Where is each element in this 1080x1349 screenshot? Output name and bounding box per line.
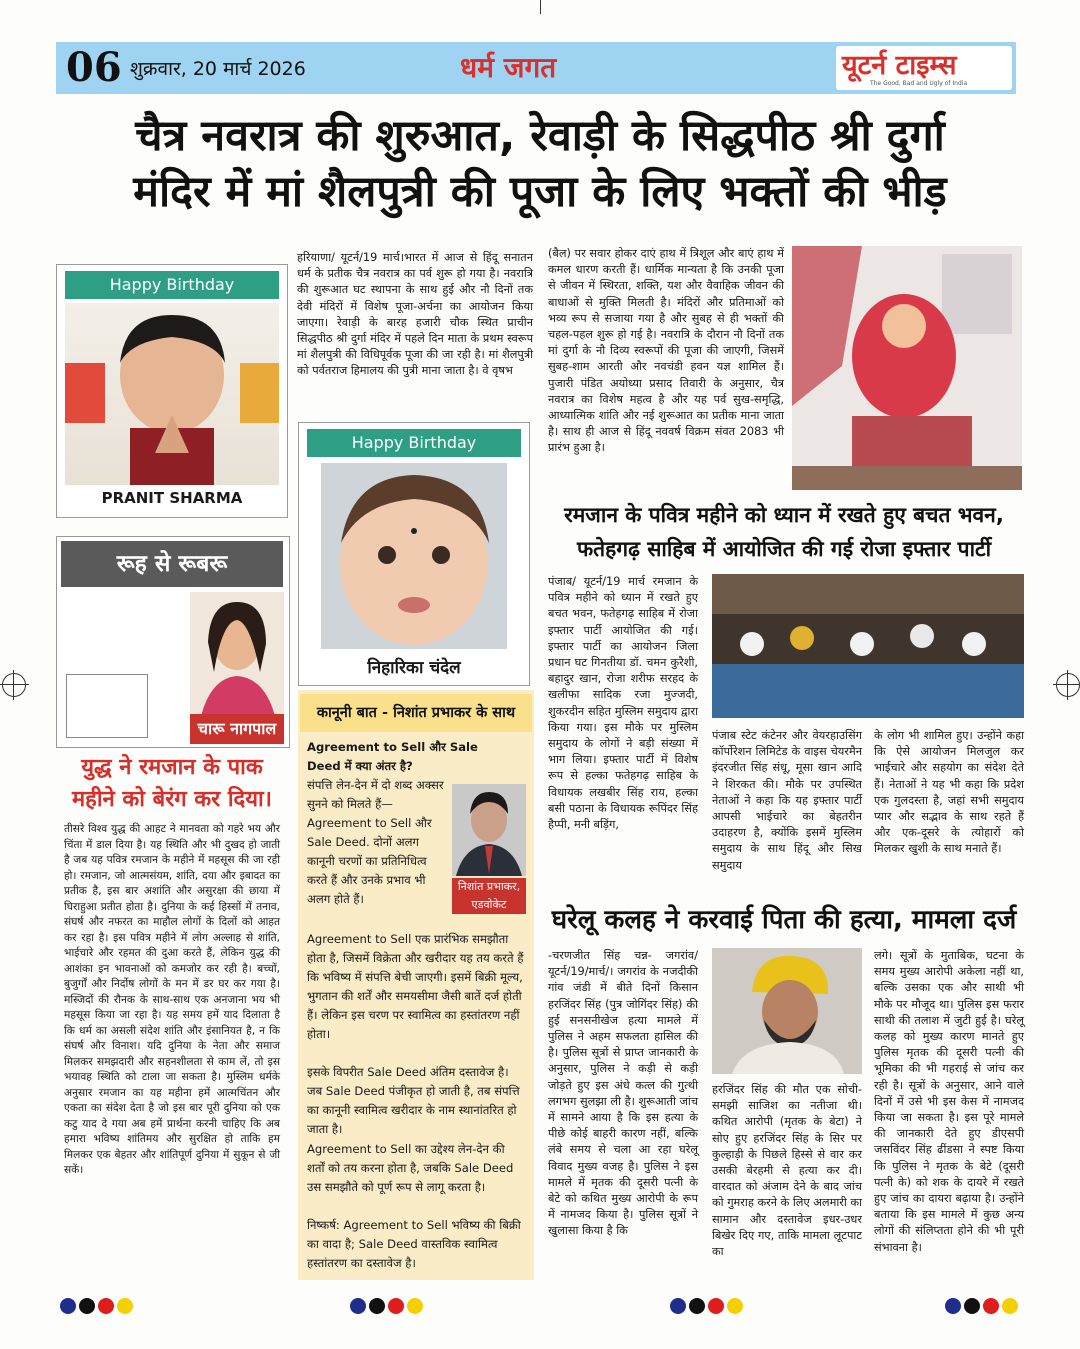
ruh-section-header: रूह से रूबरू <box>61 541 283 587</box>
crime-article-col3: लगे। सूत्रों के मुताबिक, घटना के समय मुख्य आरोपी अकेला नहीं था, बल्कि उसका एक और साथी भी मौके पर मौजूद था। पुलिस इस फरार साथी की तलाश में जुटी हुई है। घरेलू कलह को मुख्य कारण मानते हुए पुलिस मृतक की दूसरी पत्नी की भूमिका की भी गहराई से जांच कर रही है। सूत्रों के अनुसार, आने वाले दिनों में उसे भी इस केस में नामजद किया जा सकता है। इस पूरे मामले की जानकारी देते हुए डीएसपी जसविंदर सिंह ढींडसा ने स्पष्ट किया कि पुलिस ने मृतक के बेटे (दूसरी पत्नी के) को शक के दायरे में रखते हुए जांच का दायरा बढ़ाया है। उन्होंने बताया कि इस मामले में कुछ अन्य लोगों की संलिप्तता होने की भी पूरी संभावना है। <box>874 949 1024 1254</box>
iftar-photo <box>712 574 1024 718</box>
logo-tagline: The Good, Bad and Ugly of India <box>870 80 968 87</box>
registration-mark-icon <box>2 673 26 697</box>
birthday-box <box>298 422 530 686</box>
legal-question: Agreement to Sell और Sale Deed में क्या अंतर है? <box>307 740 478 773</box>
crime-article-col2: हरजिंदर सिंह की मौत एक सोची-समझी साजिश का नतीजा थी। कथित आरोपी (मृतक के बेटा) ने सोए हुए हरजिंदर सिंह के सिर पर कुल्हाड़ी के पिछले हिस्से से वार कर उसकी बेरहमी से हत्या कर दी। वारदात को अंजाम देने के बाद जांच को गुमराह करने के लिए अलमारी का सामान और दस्तावेज इधर-उधर बिखेर दिए गए, ताकि मामला लूटपाट का <box>712 1083 863 1259</box>
color-dots-icon <box>670 1298 746 1318</box>
birthday-name: PRANIT SHARMA <box>101 489 243 507</box>
victim-photo <box>712 948 862 1074</box>
birthday-title: Happy Birthday <box>65 271 279 299</box>
ruh-article-body: तीसरे विश्व युद्ध की आहट ने मानवता को गहरे भय और चिंता में डाल दिया है। यह स्थिति और भी दुखद हो जाती है जब यह पवित्र रमजान के महीने में महसूस की जा रही हो। रमजान, जो आत्मसंयम, शांति, दया और इबादत का प्रतीक है, इस बार अशांति और असुरक्षा की छाया में घिराहुआ प्रतीत होता है। दुनिया के कई हिस्सों में तनाव, संघर्ष और नफरत का माहौल लोगों के दिलों को आहत कर रहा है। इस पवित्र महीने में लोग अल्लाह से शांति, भाईचारे और रहमत की दुआ करते हैं, लेकिन युद्ध की आशंका इन भावनाओं को कमजोर कर रही है। बच्चों, बुजुर्गों और निर्दोष लोगों के मन में डर घर कर गया है। मस्जिदों की रौनक के साथ-साथ एक अनजाना भय भी महसूस किया जा रहा है। यह समय हमें याद दिलाता है कि धर्म का असली संदेश शांति और इंसानियत है, न कि संघर्ष और विनाश। यदि दुनिया के नेता और समाज मिलकर समझदारी और सहनशीलता से काम लें, तो इस भयावह स्थिति को टाला जा सकता है। मुस्लिम धर्मके अनुसार रमजान का यह महीना हमें आत्मचिंतन और एकता का संदेश देता है जो इस बार पूरी दुनिया को एक कटु याद दे गया अब हमें प्रार्थना करनी चाहिए कि अब हमारा भविष्य शांतिमय और सुरक्षित हो ताकि हम मिलकर एक बेहतर और शांतिपूर्ण दुनिया में सुकून से जी सकें। <box>64 823 280 1176</box>
birthday-box <box>56 264 288 518</box>
page-number: 06 <box>66 44 122 91</box>
lead-article-col1: हरियाणा/ यूटर्न/19 मार्च।भारत में आज से हिंदू सनातन धर्म के प्रतीक चैत्र नवरात्र का पर्व शुरू हो गया है। नवरात्रि की शुरूआत घट स्थापना के साथ हुई और नौ दिनों तक देवी मंदिरों में विशेष पूजा-अर्चना का आयोजन किया जाएगा। रेवाड़ी के बारह हजारी चौक स्थित प्राचीन सिद्धपीठ श्री दुर्गा मंदिर में पहले दिन माता के प्रथम स्वरूप मां शैलपुत्री की विधिपूर्वक पूजा की जा रही है। मां शैलपुत्री को पर्वतराज हिमालय की पुत्री माना जाता है। वे वृषभ <box>297 251 533 378</box>
blank-frame <box>66 674 148 738</box>
crime-article-col1: -चरणजीत सिंह चन्न- जगरांव/यूटर्न/19/मार्च/। जगरांव के नजदीकी गांव जंडी में बीते दिनों किसान हरजिंदर सिंह (पुत्र जोगिंदर सिंह) की हुई सनसनीखेज हत्या मामले में पुलिस ने अहम सफलता हासिल की है। पुलिस सूत्रों से प्राप्त जानकारी के अनुसार, पुलिस ने कड़ी से कड़ी जोड़ते हुए इस अंधे कत्ल की गुत्थी लगभग सुलझा ली है। शुरूआती जांच में सामने आया है कि इस हत्या के पीछे कोई बाहरी कारण नहीं, बल्कि लंबे समय से चला आ रहा घरेलू विवाद मुख्य वजह है। पुलिस ने इस मामले में मृतक की दूसरी पत्नी के बेटे को कथित मुख्य आरोपी के रूप में नामजद किया है। पुलिस सूत्रों ने खुलासा किया है कि <box>548 949 698 1238</box>
birthday-title: Happy Birthday <box>307 429 521 457</box>
legal-para: Agreement to Sell एक प्रारंभिक समझौता होता है, जिसमें विक्रेता और खरीदार यह तय करते हैं कि भविष्य में संपत्ति बेची जाएगी। इसमें बिक्री मूल्य, भुगतान की शर्तें और समयसीमा जैसी बातें दर्ज होती हैं। लेकिन इस चरण पर स्वामित्व का हस्तांतरण नहीं होता। <box>307 932 524 1041</box>
ruh-article-title-line1: युद्ध ने रमजान के पाक <box>81 755 263 780</box>
iftar-headline-line1: रमजान के पवित्र महीने को ध्यान में रखते हुए बचत भवन, <box>564 503 1004 527</box>
child-photo <box>65 303 279 485</box>
lead-article-col2: (बैल) पर सवार होकर दाएं हाथ में त्रिशूल और बाएं हाथ में कमल धारण करती हैं। धार्मिक मान्यता है कि उनकी पूजा से जीवन में स्थिरता, शक्ति, यश और वैवाहिक जीवन की बाधाओं से मुक्ति मिलती है। मंदिरों और प्रतिमाओं को भव्य रूप से सजाया गया है और सुबह से ही भक्तों की चहल-पहल शुरू हो गई है। नवरात्रि के दौरान नौ दिनों तक मां दुर्गा के नौ दिव्य स्वरूपों की पूजा की जाएगी, जिसमें सुबह-शाम आरती और नवचंडी हवन यज्ञ शामिल हैं। पुजारी पंडित अयोध्या प्रसाद तिवारी के अनुसार, चैत्र नवरात्र का विशेष महत्व है और यह पर्व सुख-समृद्धि, आध्यात्मिक शांति और नई शुरूआत का प्रतीक माना जाता है। साथ ही आज से हिंदू नववर्ष विक्रम संवत 2083 भी प्रारंभ हुआ है। <box>548 247 784 455</box>
color-dots-icon <box>60 1298 136 1318</box>
issue-date: शुक्रवार, 20 मार्च 2026 <box>130 58 306 80</box>
advocate-name: निशांत प्रभाकर, <box>452 878 526 896</box>
columnist-name: चारू नागपाल <box>190 714 284 744</box>
lead-headline-line2: मंदिर में मां शैलपुत्री की पूजा के लिए भक्तों की भीड़ <box>133 167 947 217</box>
iftar-article-col3: के लोग भी शामिल हुए। उन्होंने कहा कि ऐसे आयोजन मिलजुल कर भाईचारे और सहयोग का संदेश देते हैं। नेताओं ने यह भी कहा कि प्रदेश एक गुलदस्ता है, जहां सभी समुदाय प्यार और सद्भाव के साथ रहते हैं और एक-दूसरे के त्योहारों को मिलकर खुशी के साथ मनाते हैं। <box>874 729 1024 856</box>
iftar-article-col2: पंजाब स्टेट कंटेनर और वेयरहाउसिंग कॉर्पोरेशन लिमिटेड के वाइस चेयरमैन इंदरजीत सिंह संधू, मूसा खान आदि ने शिरकत की। मौके पर उपस्थित नेताओं ने कहा कि यह इफ्तार पार्टी आपसी भाईचारे का बेहतरीन उदाहरण है, क्योंकि इसमें मुस्लिम समुदाय के साथ हिंदू और सिख समुदाय <box>712 729 862 872</box>
registration-mark-icon <box>1056 673 1080 697</box>
logo-text: यूटर्न टाइम्स <box>842 50 957 81</box>
baby-photo <box>321 463 507 649</box>
crop-line <box>540 0 541 14</box>
advocate-role: एडवोकेट <box>452 896 526 914</box>
temple-photo <box>792 246 1022 490</box>
lead-headline-line1: चैत्र नवरात्र की शुरुआत, रेवाड़ी के सिद्धपीठ श्री दुर्गा <box>135 111 945 161</box>
birthday-name: निहारिका चंदेल <box>367 658 461 678</box>
iftar-headline-line2: फतेहगढ़ साहिब में आयोजित की गई रोजा इफ्तार पार्टी <box>576 537 992 561</box>
crime-headline: घरेलू कलह ने करवाई पिता की हत्या, मामला दर्ज <box>551 905 1017 935</box>
legal-para: इसके विपरीत Sale Deed अंतिम दस्तावेज है। जब Sale Deed पंजीकृत हो जाती है, तब संपत्ति का कानूनी स्वामित्व खरीदार के नाम स्थानांतरित हो जाता है। <box>307 1065 520 1136</box>
iftar-article-col1: पंजाब/ यूटर्न/19 मार्च रमजान के पवित्र महीने को ध्यान में रखते हुए बचत भवन, फतेहगढ़ साहिब में रोजा इफ्तार पार्टी आयोजित की गई। इफ्तार पार्टी का आयोजन जिला प्रधान घट गिनतीया डॉ. चमन कुरैशी, बहादुर खान, रोजा शरीफ सरहद के खलीफा सादिक रजा मुज्जदी, शुकरदीन सहित मुस्लिम समुदाय द्वारा किया गया। इस मौके पर मुस्लिम समुदाय के लोगों ने बड़ी संख्या में भाग लिया। इफ्तार पार्टी में विशेष रूप से हल्का फतेहगढ़ साहिब के विधायक लखबीर सिंह राय, हल्का बसी पठाना के विधायक रूपिंदर सिंह हैप्पी, मनी बड़िंग, <box>548 575 698 832</box>
color-dots-icon <box>945 1298 1021 1318</box>
legal-conclusion: निष्कर्ष: Agreement to Sell भविष्य की बिक्री का वादा है; Sale Deed वास्तविक स्वामित्व हस्तांतरण का दस्तावेज है। <box>307 1218 521 1270</box>
columnist-photo <box>190 592 284 720</box>
color-dots-icon <box>350 1298 426 1318</box>
legal-para: Agreement to Sell का उद्देश्य लेन-देन की शर्तों को तय करना होता है, जबकि Sale Deed उस समझौते को पूर्ण रूप से लागू करता है। <box>307 1142 514 1194</box>
section-title: धर्म जगत <box>460 51 557 84</box>
legal-header: कानूनी बात - निशांत प्रभाकर के साथ <box>300 694 532 732</box>
legal-para: संपत्ति लेन-देन में दो शब्द अक्सर सुनने को मिलते हैं—Agreement to Sell और Sale Deed. दोनों अलग कानूनी चरणों का प्रतिनिधित्व करते हैं और उनके प्रभाव भी अलग होते हैं। <box>307 778 444 906</box>
advocate-photo <box>452 784 526 876</box>
ruh-article-title-line2: महीने को बेरंग कर दिया। <box>72 787 272 812</box>
